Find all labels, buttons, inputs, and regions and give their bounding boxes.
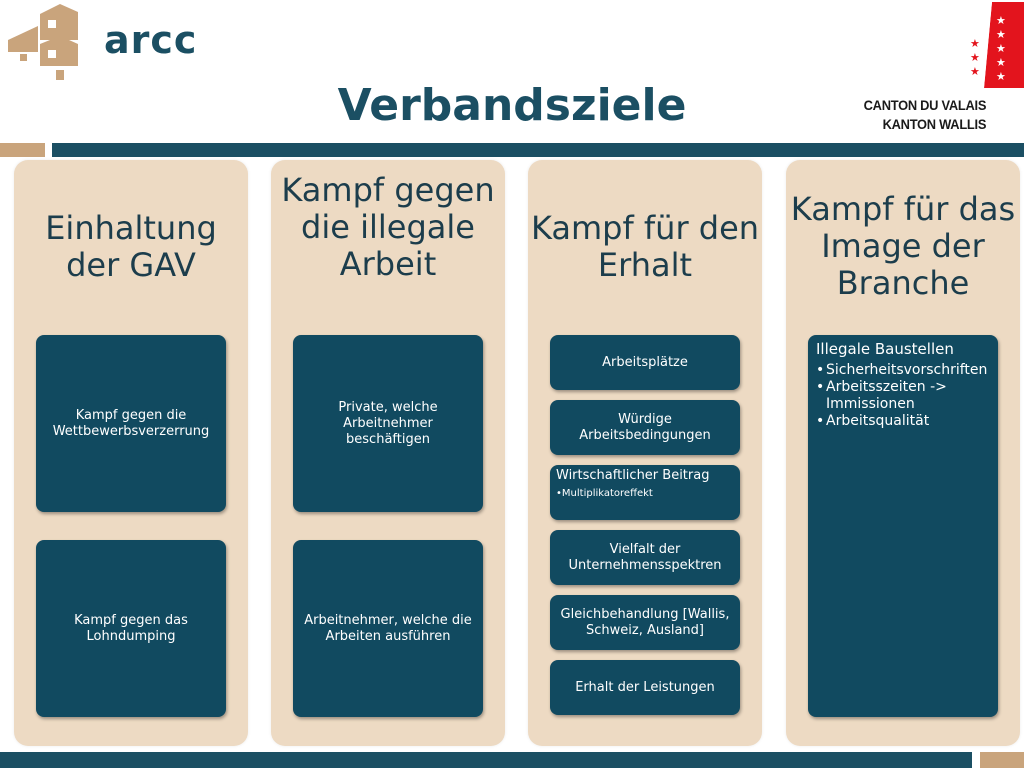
goal-box: Kampf gegen die Wettbewerbsverzerrung (36, 335, 226, 512)
goal-box: Erhalt der Leistungen (550, 660, 740, 715)
goal-box: Kampf gegen das Lohndumping (36, 540, 226, 717)
header-bar-accent (0, 143, 45, 157)
svg-text:★: ★ (996, 56, 1006, 69)
svg-text:★: ★ (970, 51, 980, 64)
arcc-logo (8, 4, 208, 84)
header-bar (52, 143, 1024, 157)
logo-text: arcc (104, 18, 198, 62)
column-image-branche (786, 160, 1020, 746)
svg-text:★: ★ (970, 37, 980, 50)
goal-bullet: • Arbeitsqualität (816, 413, 990, 430)
column-title: Kampf für das Image der Branche (790, 190, 1016, 302)
arcc-logo-icon (8, 4, 88, 84)
footer-bar (0, 752, 972, 768)
svg-text:★: ★ (996, 14, 1006, 27)
goal-box: Private, welche Arbeitnehmer beschäftigen (293, 335, 483, 512)
goal-bullet: • Arbeitsszeiten -> Immissionen (816, 379, 990, 413)
svg-text:★: ★ (996, 70, 1006, 83)
footer-bar-accent (980, 752, 1024, 768)
goal-box-illegale-baustellen (808, 335, 998, 717)
goal-box-heading: Illegale Baustellen (816, 340, 954, 358)
svg-text:★: ★ (970, 65, 980, 78)
canton-label (853, 96, 986, 134)
column-illegale-arbeit (271, 160, 505, 746)
column-title: Kampf für den Erhalt (530, 209, 760, 284)
goal-box: Arbeitnehmer, welche die Arbeiten ausführen (293, 540, 483, 717)
column-einhaltung-gav (14, 160, 248, 746)
svg-text:★: ★ (996, 28, 1006, 41)
goal-box-wirtschaft (550, 465, 740, 520)
canton-line-de: KANTON WALLIS (882, 116, 986, 132)
goal-box: Vielfalt der Unternehmensspektren (550, 530, 740, 585)
canton-line-fr: CANTON DU VALAIS (863, 97, 986, 113)
column-title: Einhaltung der GAV (45, 209, 217, 284)
goal-box: Arbeitsplätze (550, 335, 740, 390)
goal-box-heading: Wirtschaftlicher Beitrag (556, 468, 710, 483)
page-title: Verbandsziele (337, 80, 687, 131)
goal-box: Würdige Arbeitsbedingungen (550, 400, 740, 455)
goal-box: Gleichbehandlung [Wallis, Schweiz, Ausland] (550, 595, 740, 650)
column-erhalt (528, 160, 762, 746)
goal-sub-bullet: •Multiplikatoreffekt (556, 488, 653, 499)
goal-sub-bullet-text: Multiplikatoreffekt (561, 488, 653, 499)
svg-text:★: ★ (996, 42, 1006, 55)
goal-bullet: • Sicherheitsvorschriften (816, 362, 990, 379)
valais-flag-icon (962, 2, 1024, 88)
column-title: Kampf gegen die illegale Arbeit (281, 171, 495, 283)
goal-bullet-list (816, 362, 990, 430)
